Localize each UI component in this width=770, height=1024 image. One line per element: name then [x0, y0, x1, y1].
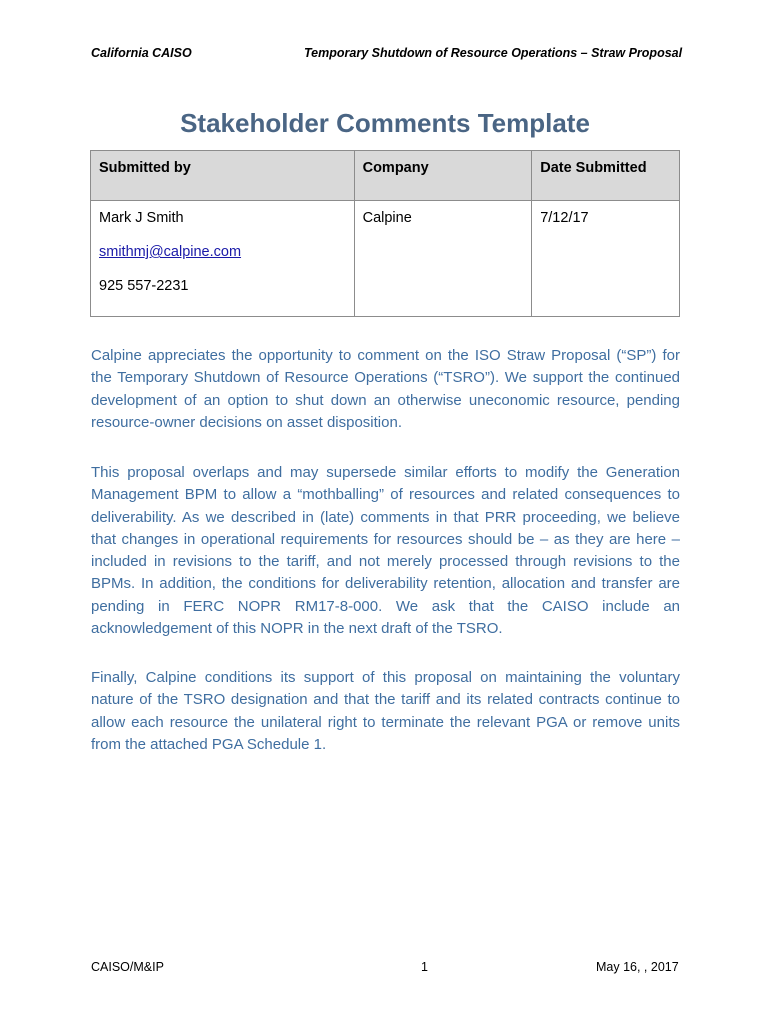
submitter-name: Mark J Smith	[99, 210, 184, 226]
footer-page-number: 1	[421, 960, 428, 974]
comment-paragraph-2: This proposal overlaps and may supersede similar efforts to modify the Generation Management BPM to allow a “mothballing” of resources and related consequences to deliverability. As we described in (late) comments in that PRR proceeding, we believe that changes in operational requirements for resources should be – as they are here – included in revisions to the tariff, and not merely processed through revisions to the BPMs. In addition, the conditions for deliverability retention, allocation and transfer are pending in FERC NOPR RM17-8-000. We ask that the CAISO include an acknowledgement of this NOPR in the next draft of the TSRO.	[91, 464, 680, 638]
footer-date: May 16, , 2017	[596, 960, 679, 974]
table-header-row	[91, 151, 680, 201]
submitter-phone: 925 557-2231	[99, 278, 189, 294]
header-organization: California CAISO	[91, 46, 192, 60]
comment-paragraph-3: Finally, Calpine conditions its support of this proposal on maintaining the voluntary nature of the TSRO designation and that the tariff and its related contracts continue to allow each resource the unilateral right to terminate the relevant PGA or remove units from the attached PGA Schedule 1.	[91, 669, 680, 753]
page-title: Stakeholder Comments Template	[180, 108, 590, 138]
header-submitted-by: Submitted by	[91, 151, 355, 201]
header-date-submitted: Date Submitted	[532, 151, 680, 201]
company-cell: Calpine	[354, 201, 532, 317]
footer-department: CAISO/M&IP	[91, 960, 164, 974]
comment-paragraph-1: Calpine appreciates the opportunity to comment on the ISO Straw Proposal (“SP”) for the Temporary Shutdown of Resource Operations (“TSRO”). We support the continued development of an option to shut down an otherwise uneconomic resource, pending resource-owner decisions on asset disposition.	[91, 347, 680, 431]
table-row	[91, 201, 680, 317]
submitter-email-link[interactable]: smithmj@calpine.com	[99, 244, 242, 260]
header-company: Company	[354, 151, 532, 201]
header-document-title: Temporary Shutdown of Resource Operations – Straw Proposal	[304, 46, 683, 60]
date-submitted-cell: 7/12/17	[532, 201, 680, 317]
submission-info-table	[90, 150, 680, 317]
submitted-by-cell	[91, 201, 355, 317]
